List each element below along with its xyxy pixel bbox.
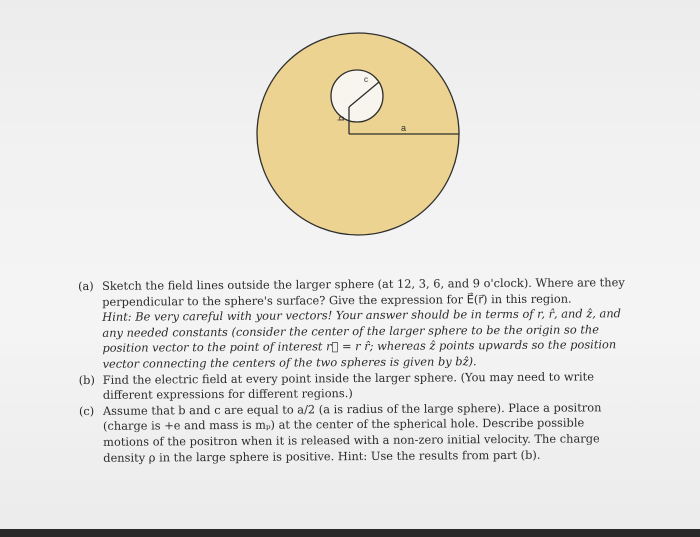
problem-a: [78, 275, 627, 372]
spherical-hole: [331, 70, 383, 122]
problem-b-text: Find the electric field at every point inside the larger sphere. (You may need to write different expressions for different regions.): [102, 368, 595, 402]
problem-b: [79, 369, 627, 404]
page-bottom-shadow: [0, 529, 700, 537]
label-b: b: [336, 115, 346, 121]
problem-a-text: Sketch the field lines outside the larger sphere (at 12, 3, 6, and 9 o'clock). Where are they perpendicular to the sphere's surface? Give the expression for E⃗(r⃗) in this region.: [101, 275, 625, 309]
label-c: c: [364, 75, 368, 84]
problem-a-hint: Hint: Be very careful with your vectors! Your answer should be in terms of r, r̂, and ẑ, and any needed constants (consider the center of the larger sphere to be the origin so the position vector to the point of interest r⃗ = r r̂; whereas ẑ points upwards so the position vector connecting the centers of the two spheres is given by bẑ).: [102, 306, 621, 371]
problem-c: [79, 400, 627, 466]
problem-c-text: Assume that b and c are equal to a/2 (a is radius of the large sphere). Place a positron (charge is +e and mass is mₚ) at the center of the spherical hole. Describe possible motions of the positron when it is released with a non-zero initial velocity. The charge density ρ in the large sphere is positive. Hint: Use the results from part (b).: [102, 400, 602, 465]
label-a: a: [401, 123, 407, 133]
problem-b-label: (b): [78, 372, 95, 387]
problem-c-label: (c): [78, 403, 95, 418]
problem-a-label: (a): [78, 278, 94, 293]
problem-list: [78, 275, 627, 466]
